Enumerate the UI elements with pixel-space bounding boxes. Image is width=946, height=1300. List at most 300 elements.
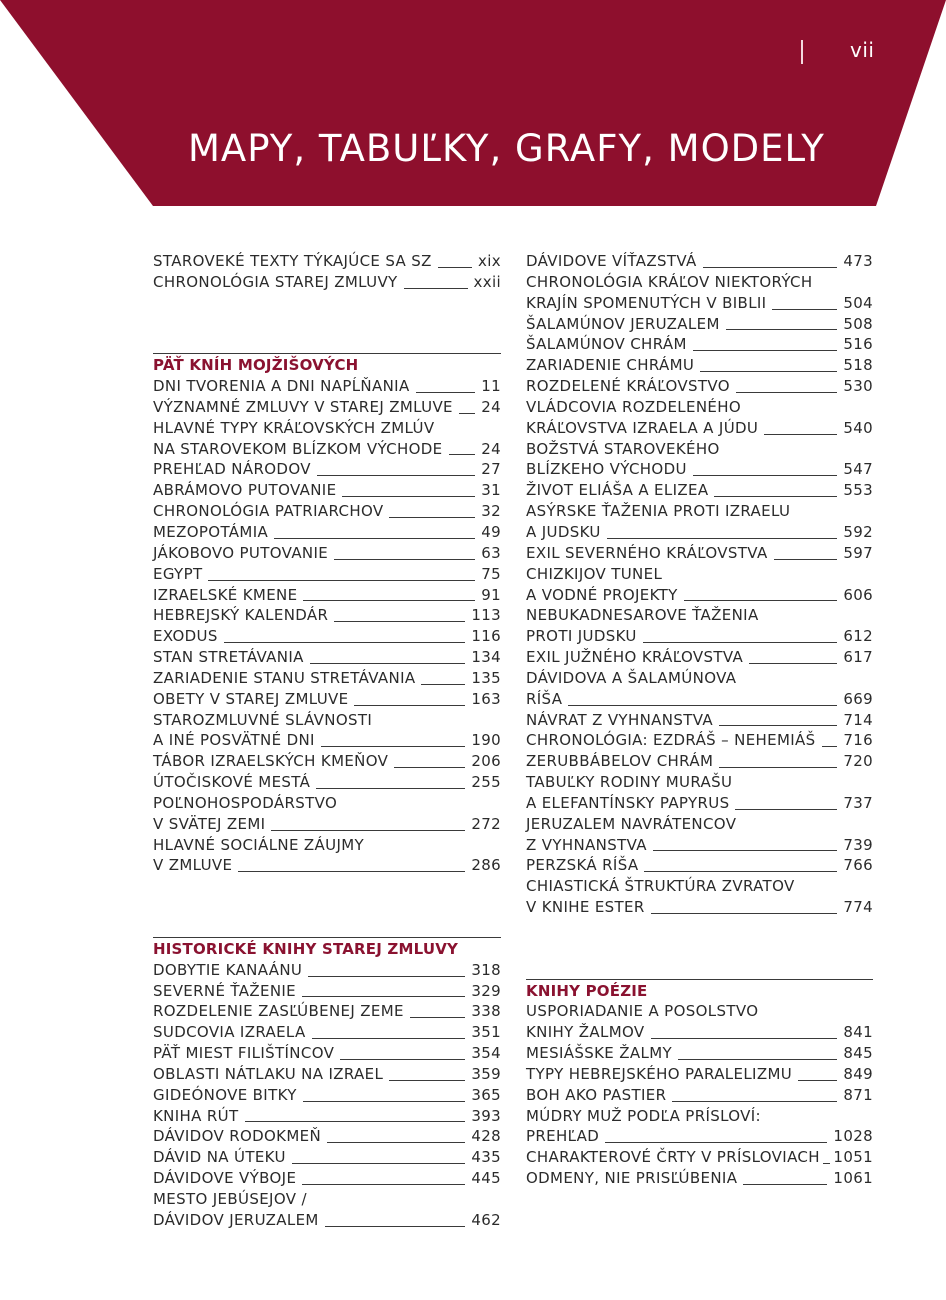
toc-leader-line	[271, 830, 465, 831]
toc-entry-page: 774	[843, 898, 873, 917]
toc-entry	[153, 711, 501, 732]
toc-entry-title: DÁVIDOVE VÝBOJE	[153, 1169, 297, 1188]
toc-entry-title: V KNIHE ESTER	[526, 898, 645, 917]
toc-entry-page: 49	[481, 522, 501, 541]
toc-leader-line	[749, 663, 837, 664]
toc-entry	[526, 856, 873, 877]
toc-entry-title: TÁBOR IZRAELSKÝCH KMEŇOV	[153, 752, 389, 771]
toc-entry	[153, 690, 501, 711]
toc-entry-page: 766	[843, 856, 873, 875]
header-divider	[801, 40, 803, 64]
toc-entry-page: 445	[471, 1169, 501, 1188]
toc-entry-page: 462	[471, 1210, 501, 1229]
toc-entry-page: 504	[843, 293, 873, 312]
poetry-list	[526, 1002, 873, 1190]
toc-leader-line	[292, 1163, 466, 1164]
toc-entry-page: 540	[843, 418, 873, 437]
toc-leader-line	[653, 850, 837, 851]
toc-entry	[153, 1127, 501, 1148]
section-heading-poetry: KNIHY POÉZIE	[526, 981, 648, 1000]
toc-entry	[526, 377, 873, 398]
toc-leader-line	[334, 559, 475, 560]
toc-entry	[526, 898, 873, 919]
toc-leader-line	[643, 642, 838, 643]
toc-leader-line	[822, 746, 838, 747]
toc-entry-title: CHRONOLÓGIA STAREJ ZMLUVY	[153, 272, 398, 291]
toc-entry-title: ZERUBBÁBELOV CHRÁM	[526, 752, 714, 771]
toc-entry-page: 190	[471, 731, 501, 750]
section-heading-historical: HISTORICKÉ KNIHY STAREJ ZMLUVY	[153, 939, 459, 958]
toc-entry	[153, 627, 501, 648]
toc-leader-line	[302, 996, 465, 997]
toc-entry	[526, 690, 873, 711]
toc-entry-page: 617	[843, 648, 873, 667]
toc-entry-title: CHRONOLÓGIA: EZDRÁŠ – NEHEMIÁŠ	[526, 731, 816, 750]
toc-entry-page: 612	[843, 627, 873, 646]
toc-entry	[153, 1190, 501, 1211]
toc-entry-page: 841	[843, 1023, 873, 1042]
toc-entry	[526, 565, 873, 586]
toc-entry-page: 1028	[833, 1127, 873, 1146]
toc-entry-page: 1061	[833, 1169, 873, 1188]
toc-entry	[153, 1086, 501, 1107]
toc-entry-title: KNIHY ŽALMOV	[526, 1023, 645, 1042]
toc-entry-title: V SVÄTEJ ZEMI	[153, 814, 266, 833]
toc-entry-title: DÁVIDOVE VÍŤAZSTVÁ	[526, 252, 697, 270]
toc-entry	[526, 502, 873, 523]
banner-shape	[0, 0, 946, 210]
toc-leader-line	[607, 538, 838, 539]
toc-entry-title: PÄŤ MIEST FILIŠTÍNCOV	[153, 1044, 335, 1063]
toc-entry	[153, 1211, 501, 1232]
toc-entry-page: 592	[843, 522, 873, 541]
toc-entry	[153, 982, 501, 1003]
toc-entry-page: 365	[471, 1085, 501, 1104]
toc-entry	[526, 731, 873, 752]
toc-entry-title: DÁVIDOVA A ŠALAMÚNOVA	[526, 668, 737, 687]
toc-entry-title: JERUZALEM NAVRÁTENCOV	[526, 814, 737, 833]
toc-entry-title: HLAVNÉ SOCIÁLNE ZÁUJMY	[153, 835, 365, 854]
toc-entry-title: V ZMLUVE	[153, 856, 233, 875]
toc-entry	[526, 836, 873, 857]
toc-entry	[153, 836, 501, 857]
toc-leader-line	[340, 1059, 465, 1060]
toc-entry-title: ZARIADENIE STANU STRETÁVANIA	[153, 668, 416, 687]
toc-entry-title: ROZDELENIE ZASĽÚBENEJ ZEME	[153, 1002, 404, 1021]
page-title: MAPY, TABUĽKY, GRAFY, MODELY	[188, 127, 825, 170]
toc-entry	[153, 606, 501, 627]
toc-entry-title: ASÝRSKE ŤAŽENIA PROTI IZRAELU	[526, 502, 791, 521]
toc-entry	[153, 1002, 501, 1023]
toc-entry	[153, 648, 501, 669]
toc-leader-line	[568, 705, 837, 706]
toc-entry-page: 871	[843, 1085, 873, 1104]
toc-entry	[153, 1065, 501, 1086]
toc-entry	[526, 460, 873, 481]
toc-entry	[153, 773, 501, 794]
spacer	[526, 919, 873, 961]
toc-entry-title: EXIL JUŽNÉHO KRÁĽOVSTVA	[526, 648, 744, 667]
toc-entry-title: ÚTOČISKOVÉ MESTÁ	[153, 773, 311, 792]
toc-entry	[526, 752, 873, 773]
toc-entry	[526, 648, 873, 669]
toc-entry	[153, 273, 501, 294]
toc-entry	[526, 419, 873, 440]
toc-leader-line	[342, 496, 475, 497]
toc-leader-line	[714, 496, 837, 497]
title-banner	[0, 0, 946, 210]
toc-leader-line	[438, 267, 472, 268]
section-heading-pentateuch: PÄŤ KNÍH MOJŽIŠOVÝCH	[153, 356, 359, 375]
toc-entry	[526, 252, 873, 273]
toc-entry	[526, 1148, 873, 1169]
toc-leader-line	[410, 1017, 465, 1018]
toc-entry-title: OBETY V STAREJ ZMLUVE	[153, 689, 349, 708]
toc-leader-line	[303, 1101, 466, 1102]
toc-entry-title: SEVERNÉ ŤAŽENIE	[153, 981, 297, 1000]
spacer	[153, 294, 501, 336]
toc-entry-title: KNIHA RÚT	[153, 1106, 239, 1125]
toc-entry-title: NÁVRAT Z VYHNANSTVA	[526, 710, 713, 729]
toc-leader-line	[308, 976, 465, 977]
toc-entry-page: 714	[843, 710, 873, 729]
toc-entry-page: 272	[471, 814, 501, 833]
toc-leader-line	[421, 684, 465, 685]
toc-leader-line	[302, 1184, 465, 1185]
toc-entry-page: 24	[481, 439, 501, 458]
toc-entry	[526, 669, 873, 690]
page-number: vii	[850, 38, 875, 62]
toc-leader-line	[389, 517, 475, 518]
toc-entry-page: 75	[481, 564, 501, 583]
toc-entry	[526, 315, 873, 336]
toc-entry-title: KRAJÍN SPOMENUTÝCH V BIBLII	[526, 293, 767, 312]
intro-list	[153, 252, 501, 294]
toc-entry-title: A VODNÉ PROJEKTY	[526, 585, 678, 604]
toc-entry-title: PERZSKÁ RÍŠA	[526, 856, 639, 875]
toc-entry	[153, 398, 501, 419]
toc-leader-line	[644, 871, 837, 872]
toc-leader-line	[208, 580, 475, 581]
toc-entry	[526, 335, 873, 356]
toc-entry-title: DÁVIDOV JERUZALEM	[153, 1210, 319, 1229]
toc-entry-page: 24	[481, 397, 501, 416]
toc-entry-title: SUDCOVIA IZRAELA	[153, 1023, 306, 1042]
toc-entry-title: ROZDELENÉ KRÁĽOVSTVO	[526, 377, 730, 396]
toc-entry	[153, 502, 501, 523]
toc-entry-page: 739	[843, 835, 873, 854]
toc-leader-line	[224, 642, 466, 643]
toc-entry-title: STAROVEKÉ TEXTY TÝKAJÚCE SA SZ	[153, 252, 432, 270]
section-divider	[526, 961, 873, 982]
toc-leader-line	[449, 454, 476, 455]
toc-entry-page: 255	[471, 773, 501, 792]
toc-entry	[526, 523, 873, 544]
toc-leader-line	[303, 600, 475, 601]
toc-entry-title: EXODUS	[153, 627, 218, 646]
toc-entry-title: STAN STRETÁVANIA	[153, 648, 304, 667]
toc-entry	[526, 794, 873, 815]
toc-entry-title: PREHĽAD NÁRODOV	[153, 460, 311, 479]
toc-entry	[526, 273, 873, 294]
toc-entry-title: CHARAKTEROVÉ ČRTY V PRÍSLOVIACH	[526, 1148, 820, 1167]
toc-leader-line	[354, 705, 465, 706]
toc-entry-page: 354	[471, 1044, 501, 1063]
section-divider	[153, 335, 501, 356]
toc-entry-title: MESIÁŠSKE ŽALMY	[526, 1044, 672, 1063]
toc-entry-title: OBLASTI NÁTLAKU NA IZRAEL	[153, 1064, 384, 1083]
toc-entry-title: ODMENY, NIE PRISĽÚBENIA	[526, 1169, 738, 1188]
toc-entry	[153, 523, 501, 544]
toc-entry-page: 113	[471, 606, 501, 625]
toc-entry	[153, 565, 501, 586]
toc-entry-title: DÁVIDOV RODOKMEŇ	[153, 1127, 322, 1146]
toc-entry	[153, 669, 501, 690]
toc-entry-title: RÍŠA	[526, 689, 563, 708]
toc-leader-line	[238, 871, 465, 872]
toc-leader-line	[327, 1142, 465, 1143]
toc-entry-title: HLAVNÉ TYPY KRÁĽOVSKÝCH ZMLÚV	[153, 418, 435, 437]
toc-entry-page: 91	[481, 585, 501, 604]
toc-entry	[153, 460, 501, 481]
toc-entry-page: 329	[471, 981, 501, 1000]
toc-leader-line	[735, 809, 837, 810]
toc-entry-title: DNI TVORENIA A DNI NAPĹŇANIA	[153, 377, 410, 396]
toc-entry-page: xix	[478, 252, 501, 270]
toc-entry-page: 597	[843, 543, 873, 562]
toc-entry	[526, 1086, 873, 1107]
toc-entry-title: USPORIADANIE A POSOLSTVO	[526, 1002, 759, 1021]
toc-entry-page: 508	[843, 314, 873, 333]
toc-entry	[526, 1065, 873, 1086]
toc-entry	[526, 398, 873, 419]
toc-entry	[153, 440, 501, 461]
toc-entry-title: DÁVID NA ÚTEKU	[153, 1148, 286, 1167]
toc-entry	[153, 544, 501, 565]
toc-entry	[153, 419, 501, 440]
toc-leader-line	[321, 746, 465, 747]
spacer	[153, 877, 501, 919]
toc-leader-line	[394, 767, 465, 768]
toc-entry	[526, 877, 873, 898]
toc-entry	[526, 544, 873, 565]
toc-entry-page: 351	[471, 1023, 501, 1042]
toc-entry-page: 845	[843, 1044, 873, 1063]
toc-leader-line	[798, 1080, 837, 1081]
toc-entry	[153, 1023, 501, 1044]
toc-leader-line	[678, 1059, 837, 1060]
toc-entry-title: EGYPT	[153, 564, 203, 583]
toc-entry-title: JÁKOBOVO PUTOVANIE	[153, 543, 329, 562]
toc-entry-title: VLÁDCOVIA ROZDELENÉHO	[526, 397, 742, 416]
toc-entry	[153, 856, 501, 877]
toc-leader-line	[719, 767, 837, 768]
toc-leader-line	[684, 600, 838, 601]
toc-entry-title: MÚDRY MUŽ PODĽA PRÍSLOVÍ:	[526, 1106, 761, 1125]
toc-entry-page: 338	[471, 1002, 501, 1021]
toc-entry-page: 435	[471, 1148, 501, 1167]
toc-entry-page: xxii	[473, 272, 501, 291]
toc-entry-title: VÝZNAMNÉ ZMLUVY V STAREJ ZMLUVE	[153, 397, 453, 416]
toc-leader-line	[651, 913, 838, 914]
toc-entry-page: 530	[843, 377, 873, 396]
toc-entry-page: 206	[471, 752, 501, 771]
toc-leader-line	[774, 559, 838, 560]
toc-leader-line	[416, 392, 476, 393]
toc-entry-title: BOH AKO PASTIER	[526, 1085, 667, 1104]
toc-leader-line	[651, 1038, 838, 1039]
toc-entry	[153, 794, 501, 815]
toc-leader-line	[693, 475, 838, 476]
toc-entry	[526, 294, 873, 315]
toc-leader-line	[736, 392, 837, 393]
toc-entry-page: 318	[471, 960, 501, 979]
toc-entry	[526, 711, 873, 732]
toc-entry-page: 134	[471, 648, 501, 667]
toc-entry	[153, 752, 501, 773]
toc-entry	[153, 815, 501, 836]
toc-entry-title: NA STAROVEKOM BLÍZKOM VÝCHODE	[153, 439, 443, 458]
toc-entry-title: IZRAELSKÉ KMENE	[153, 585, 298, 604]
section-divider	[153, 919, 501, 940]
toc-entry	[153, 1169, 501, 1190]
toc-leader-line	[743, 1184, 827, 1185]
toc-entry-page: 720	[843, 752, 873, 771]
toc-entry-title: A JUDSKU	[526, 522, 601, 541]
toc-entry	[153, 1044, 501, 1065]
toc-entry-page: 516	[843, 335, 873, 354]
toc-entry-page: 27	[481, 460, 501, 479]
toc-entry-title: GIDEÓNOVE BITKY	[153, 1085, 297, 1104]
toc-entry	[153, 586, 501, 607]
toc-entry	[526, 481, 873, 502]
toc-entry-page: 163	[471, 689, 501, 708]
toc-entry-title: TYPY HEBREJSKÉHO PARALELIZMU	[526, 1064, 793, 1083]
toc-entry-title: MEZOPOTÁMIA	[153, 522, 269, 541]
toc-entry-title: EXIL SEVERNÉHO KRÁĽOVSTVA	[526, 543, 768, 562]
toc-entry	[526, 440, 873, 461]
toc-entry-title: ŽIVOT ELIÁŠA A ELIZEA	[526, 481, 709, 500]
toc-leader-line	[823, 1163, 831, 1164]
toc-leader-line	[764, 434, 837, 435]
toc-entry	[153, 481, 501, 502]
toc-entry	[526, 1044, 873, 1065]
toc-entry-page: 716	[843, 731, 873, 750]
toc-entry-title: TABUĽKY RODINY MURAŠU	[526, 773, 733, 792]
toc-entry-title: POĽNOHOSPODÁRSTVO	[153, 793, 338, 812]
toc-entry-title: PREHĽAD	[526, 1127, 600, 1146]
toc-entry-title: MESTO JEBÚSEJOV /	[153, 1189, 307, 1208]
toc-entry	[526, 627, 873, 648]
toc-entry-page: 135	[471, 668, 501, 687]
toc-entry-page: 1051	[833, 1148, 873, 1167]
toc-entry	[153, 252, 501, 273]
toc-entry-page: 393	[471, 1106, 501, 1125]
toc-entry-title: CHIASTICKÁ ŠTRUKTÚRA ZVRATOV	[526, 877, 795, 896]
toc-leader-line	[672, 1101, 837, 1102]
toc-entry-page: 63	[481, 543, 501, 562]
toc-entry-title: PROTI JUDSKU	[526, 627, 637, 646]
toc-leader-line	[605, 1142, 827, 1143]
toc-entry-title: BLÍZKEHO VÝCHODU	[526, 460, 687, 479]
toc-entry	[153, 1148, 501, 1169]
toc-entry-title: ABRÁMOVO PUTOVANIE	[153, 481, 337, 500]
historical-list	[153, 961, 501, 1232]
toc-entry-page: 11	[481, 377, 501, 396]
toc-entry-page: 547	[843, 460, 873, 479]
toc-entry-title: DOBYTIE KANAÁNU	[153, 960, 303, 979]
toc-entry-page: 359	[471, 1064, 501, 1083]
toc-entry-title: Z VYHNANSTVA	[526, 835, 647, 854]
toc-entry	[153, 1107, 501, 1128]
pentateuch-list	[153, 377, 501, 877]
toc-leader-line	[312, 1038, 466, 1039]
toc-leader-line	[703, 267, 838, 268]
toc-entry-title: CHIZKIJOV TUNEL	[526, 564, 663, 583]
toc-entry	[526, 1002, 873, 1023]
toc-entry-title: CHRONOLÓGIA KRÁĽOV NIEKTORÝCH	[526, 272, 813, 291]
toc-entry-title: ŠALAMÚNOV CHRÁM	[526, 335, 687, 354]
toc-leader-line	[459, 413, 475, 414]
toc-entry	[526, 356, 873, 377]
toc-leader-line	[316, 788, 465, 789]
toc-entry-page: 849	[843, 1064, 873, 1083]
toc-leader-line	[245, 1121, 466, 1122]
historical-list-continued	[526, 252, 873, 919]
toc-leader-line	[693, 350, 838, 351]
toc-entry	[526, 606, 873, 627]
toc-entry-page: 669	[843, 689, 873, 708]
toc-entry-title: A ELEFANTÍNSKY PAPYRUS	[526, 793, 730, 812]
toc-entry	[526, 1107, 873, 1128]
toc-entry-page: 518	[843, 356, 873, 375]
toc-leader-line	[274, 538, 475, 539]
left-column	[153, 252, 501, 1232]
toc-entry	[526, 815, 873, 836]
toc-leader-line	[700, 371, 837, 372]
toc-entry-title: NEBUKADNESAROVE ŤAŽENIA	[526, 606, 759, 625]
toc-entry-page: 31	[481, 481, 501, 500]
toc-entry-title: HEBREJSKÝ KALENDÁR	[153, 606, 329, 625]
toc-entry-title: ŠALAMÚNOV JERUZALEM	[526, 314, 720, 333]
toc-entry-page: 32	[481, 502, 501, 521]
toc-entry-title: ZARIADENIE CHRÁMU	[526, 356, 695, 375]
toc-entry	[526, 1169, 873, 1190]
toc-entry	[526, 586, 873, 607]
toc-entry-title: A INÉ POSVÄTNÉ DNI	[153, 731, 315, 750]
toc-entry	[153, 731, 501, 752]
right-column	[526, 252, 873, 1190]
toc-entry-page: 286	[471, 856, 501, 875]
toc-entry-title: KRÁĽOVSTVA IZRAELA A JÚDU	[526, 418, 759, 437]
toc-leader-line	[317, 475, 475, 476]
toc-entry-title: BOŽSTVÁ STAROVEKÉHO	[526, 439, 720, 458]
toc-leader-line	[310, 663, 466, 664]
toc-entry-title: STAROZMLUVNÉ SLÁVNOSTI	[153, 710, 373, 729]
toc-leader-line	[719, 725, 837, 726]
toc-leader-line	[334, 621, 465, 622]
toc-entry	[526, 1023, 873, 1044]
toc-entry	[153, 961, 501, 982]
toc-leader-line	[772, 309, 837, 310]
toc-entry-page: 606	[843, 585, 873, 604]
toc-entry-title: CHRONOLÓGIA PATRIARCHOV	[153, 502, 384, 521]
toc-entry-page: 553	[843, 481, 873, 500]
toc-entry-page: 473	[843, 252, 873, 270]
toc-entry	[526, 1127, 873, 1148]
toc-entry-page: 116	[471, 627, 501, 646]
toc-leader-line	[389, 1080, 465, 1081]
